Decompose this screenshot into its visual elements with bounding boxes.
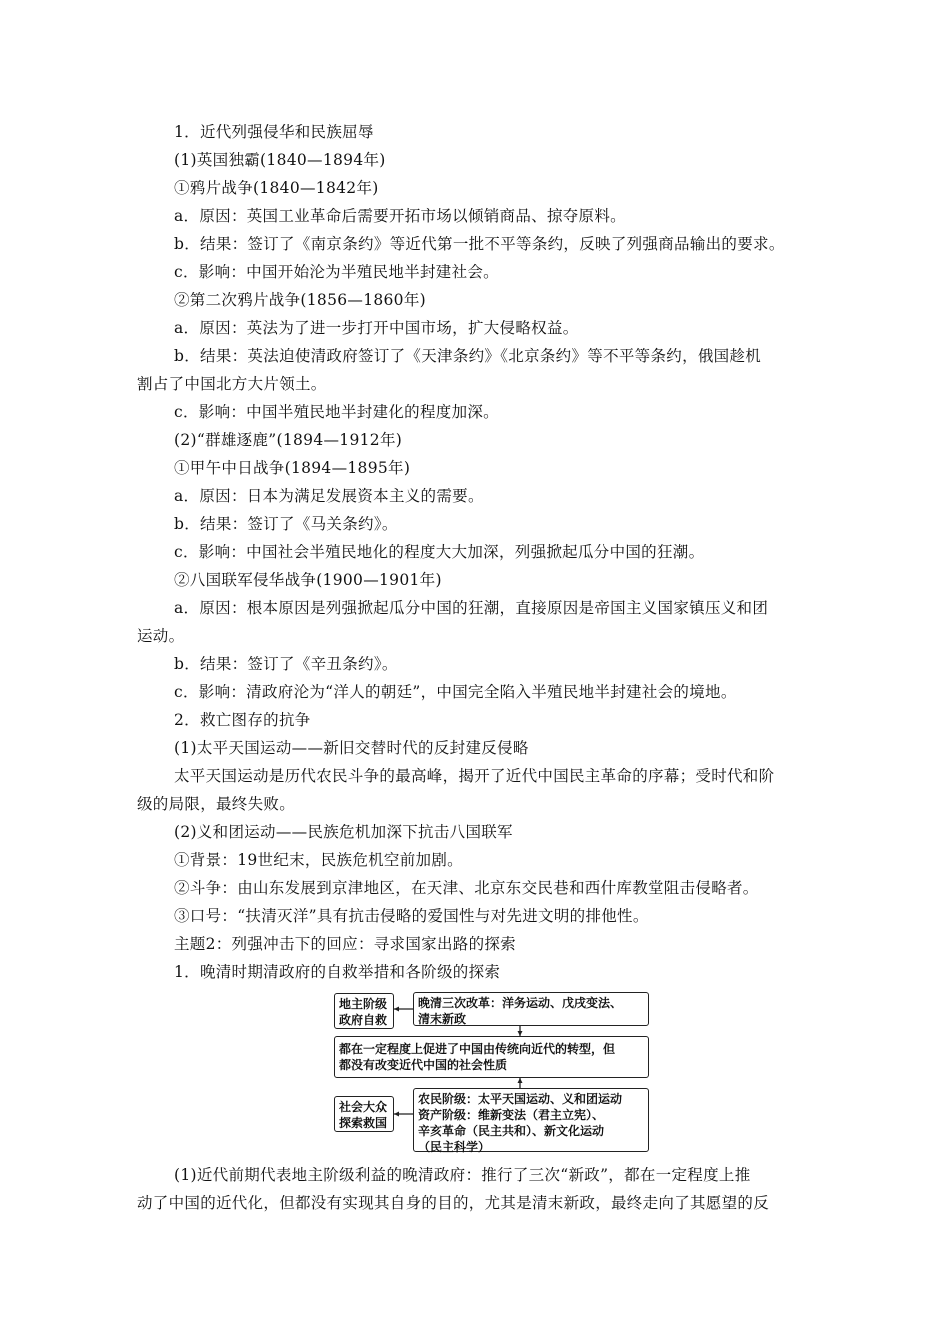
box-text: （民主科学） [418,1140,491,1154]
text-line: c．影响：清政府沦为“洋人的朝廷”，中国完全陷入半殖民地半封建社会的境地。 [174,683,737,701]
text-line: c．影响：中国社会半殖民地化的程度大大加深，列强掀起瓜分中国的狂潮。 [174,543,705,561]
item-line: ②八国联军侵华战争(1900—1901年) [174,571,442,589]
late-qing-reforms-box [413,992,649,1026]
box-text: 社会大众 [339,1100,388,1114]
text-line: b．结果：签订了《马关条约》。 [174,515,398,533]
text-line: 运动。 [137,627,185,645]
text-line: c．影响：中国半殖民地半封建化的程度加深。 [174,403,499,421]
item-line: ②斗争：由山东发展到京津地区，在天津、北京东交民巷和西什库教堂阻击侵略者。 [174,879,759,897]
text-line: a．原因：英国工业革命后需要开拓市场以倾销商品、掠夺原料。 [174,207,626,225]
box-text: 探索救国 [339,1116,388,1130]
heading-line: 1．近代列强侵华和民族屈辱 [174,123,374,141]
text-line: b．结果：签订了《辛丑条约》。 [174,655,398,673]
text-line: 割占了中国北方大片领土。 [137,375,327,393]
text-line: (1)近代前期代表地主阶级利益的晚清政府：推行了三次“新政”，都在一定程度上推 [174,1166,751,1184]
item-line: ①甲午中日战争(1894—1895年) [174,459,411,477]
box-text: 资产阶级：维新变法（君主立宪）、 [418,1108,605,1122]
text-line: b．结果：签订了《南京条约》等近代第一批不平等条约，反映了列强商品输出的要求。 [174,235,785,253]
text-line: c．影响：中国开始沦为半殖民地半封建社会。 [174,263,499,281]
text-line: a．原因：日本为满足发展资本主义的需要。 [174,487,484,505]
subheading-line: (2)义和团运动——民族危机加深下抗击八国联军 [174,823,513,841]
text-line: b．结果：英法迫使清政府签订了《天津条约》《北京条约》等不平等条约，俄国趁机 [174,347,762,365]
text-line: 级的局限，最终失败。 [137,795,296,813]
item-line: ①背景：19世纪末，民族危机空前加剧。 [174,851,463,869]
box-text: 地主阶级 [339,997,388,1011]
subheading-line: (1)英国独霸(1840—1894年) [174,151,386,169]
heading-line: 2．救亡图存的抗争 [174,711,311,729]
class-movements-box [413,1088,649,1152]
item-line: ①鸦片战争(1840—1842年) [174,179,379,197]
box-text: 晚清三次改革：洋务运动、戊戌变法、 [418,996,623,1010]
box-text: 政府自救 [339,1013,388,1027]
box-text: 辛亥革命（民主共和）、新文化运动 [418,1124,605,1138]
text-line: a．原因：英法为了进一步打开中国市场，扩大侵略权益。 [174,319,579,337]
heading-line: 1．晚清时期清政府的自救举措和各阶级的探索 [174,963,501,981]
text-line: a．原因：根本原因是列强掀起瓜分中国的狂潮，直接原因是帝国主义国家镇压义和团 [174,599,769,617]
public-exploration-box [334,1096,394,1132]
landlord-class-box [334,993,394,1029]
theme-heading: 主题2：列强冲击下的回应：寻求国家出路的探索 [174,935,516,953]
text-line: 太平天国运动是历代农民斗争的最高峰，揭开了近代中国民主革命的序幕；受时代和阶 [174,767,775,785]
text-line: 动了中国的近代化，但都没有实现其自身的目的，尤其是清末新政，最终走向了其愿望的反 [137,1194,770,1212]
item-line: ②第二次鸦片战争(1856—1860年) [174,291,426,309]
item-line: ③口号：“扶清灭洋”具有抗击侵略的爱国性与对先进文明的排他性。 [174,907,649,925]
subheading-line: (1)太平天国运动——新旧交替时代的反封建反侵略 [174,739,529,757]
concept-diagram [330,992,652,1152]
box-text: 清末新政 [418,1012,467,1026]
box-text: 农民阶级：太平天国运动、义和团运动 [418,1092,623,1106]
subheading-line: (2)“群雄逐鹿”(1894—1912年) [174,431,403,449]
box-text: 都没有改变近代中国的社会性质 [339,1058,508,1072]
box-text: 都在一定程度上促进了中国由传统向近代的转型，但 [339,1042,616,1056]
transformation-conclusion-box [334,1036,649,1078]
